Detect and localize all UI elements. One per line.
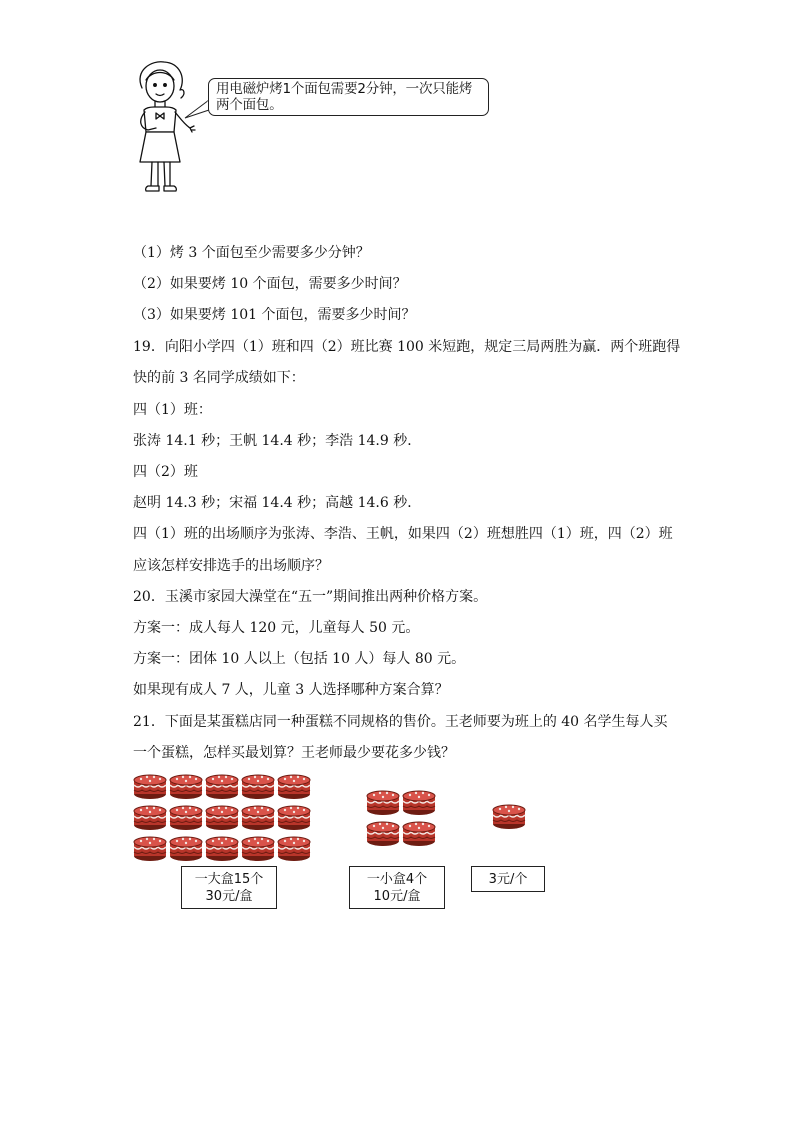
cake-icon [492, 800, 526, 830]
cake-icon [402, 817, 436, 847]
question-20-line-1: 20．玉溪市家园大澡堂在“五一”期间推出两种价格方案。 [133, 589, 488, 605]
cake-icon [133, 832, 167, 862]
price-box-big-line-2: 30元/盒 [205, 889, 253, 904]
cake-icon [277, 770, 311, 800]
question-18-part-2: （2）如果要烤 10 个面包，需要多少时间？ [133, 276, 407, 292]
cake-icon [133, 801, 167, 831]
price-box-small [349, 866, 445, 909]
cake-icon [241, 801, 275, 831]
cake-icon [277, 801, 311, 831]
cake-icon [277, 832, 311, 862]
question-18-part-1: （1）烤 3 个面包至少需要多少分钟？ [133, 245, 370, 261]
price-box-big-line-1: 一大盒15个 [194, 872, 264, 887]
class-4-2-results: 赵明 14.3 秒；宋福 14.4 秒；高越 14.6 秒． [133, 495, 422, 511]
cake-icon [366, 817, 400, 847]
cake-icon [241, 770, 275, 800]
price-box-single [471, 866, 545, 892]
class-4-2-heading: 四（2）班 [133, 464, 198, 480]
cake-icon [205, 832, 239, 862]
cake-group-single [492, 800, 526, 830]
question-19-line-2: 快的前 3 名同学成绩如下： [133, 370, 305, 386]
plan-1-line: 方案一：成人每人 120 元，儿童每人 50 元。 [133, 620, 420, 636]
cake-icon [366, 786, 400, 816]
cake-icon [169, 770, 203, 800]
cake-icon [402, 786, 436, 816]
question-18-part-3: （3）如果要烤 101 个面包，需要多少时间？ [133, 307, 416, 323]
question-19-line-1: 19．向阳小学四（1）班和四（2）班比赛 100 米短跑，规定三局两胜为赢．两个班跑得 [133, 339, 681, 355]
plan-2-line: 方案一：团体 10 人以上（包括 10 人）每人 80 元。 [133, 651, 466, 667]
cake-icon [205, 770, 239, 800]
cake-icon [133, 770, 167, 800]
price-box-small-line-2: 10元/盒 [373, 889, 421, 904]
question-21-line-1: 21．下面是某蛋糕店同一种蛋糕不同规格的售价。王老师要为班上的 40 名学生每人买 [133, 714, 668, 730]
question-20-line-2: 如果现有成人 7 人，儿童 3 人选择哪种方案合算？ [133, 682, 449, 698]
question-21-line-2: 一个蛋糕，怎样买最划算？王老师最少要花多少钱？ [133, 745, 455, 761]
speech-bubble-tail [183, 98, 211, 120]
price-box-single-line-1: 3元/个 [488, 872, 528, 887]
question-19-line-4: 应该怎样安排选手的出场顺序？ [133, 558, 329, 574]
cake-group-small-box [366, 786, 438, 848]
cake-icon [205, 801, 239, 831]
teacher-illustration [128, 58, 198, 200]
class-4-1-results: 张涛 14.1 秒；王帆 14.4 秒；李浩 14.9 秒． [133, 433, 422, 449]
class-4-1-heading: 四（1）班： [133, 402, 212, 418]
question-19-line-3: 四（1）班的出场顺序为张涛、李浩、王帆，如果四（2）班想胜四（1）班，四（2）班 [133, 526, 673, 542]
speech-bubble-text: 用电磁炉烤1个面包需要2分钟，一次只能烤两个面包。 [216, 81, 473, 113]
cake-icon [169, 801, 203, 831]
cake-group-big-box [133, 770, 313, 862]
speech-bubble [208, 78, 489, 116]
cake-icon [169, 832, 203, 862]
price-box-small-line-1: 一小盒4个 [366, 872, 428, 887]
price-box-big [181, 866, 277, 909]
cake-icon [241, 832, 275, 862]
